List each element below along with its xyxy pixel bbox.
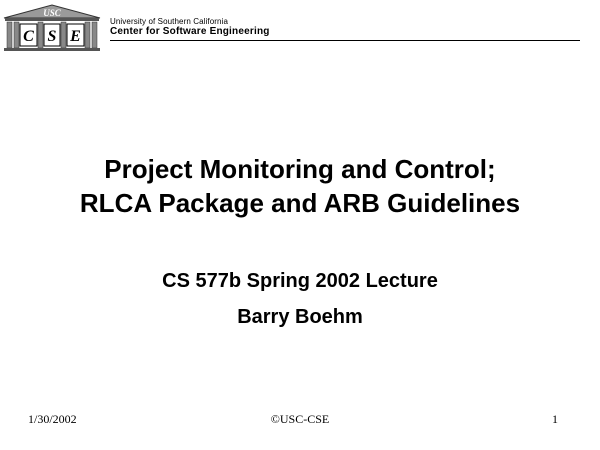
slide-subtitle <box>20 263 580 335</box>
footer-copyright: ©USC-CSE <box>270 412 330 426</box>
author-line: Barry Boehm <box>237 306 363 328</box>
logo-letter-c: C <box>23 28 34 45</box>
university-name: University of Southern California <box>110 17 229 26</box>
center-name: Center for Software Engineering <box>110 26 270 37</box>
institution-header <box>110 17 580 38</box>
slide-title <box>20 152 580 220</box>
usc-cse-logo <box>2 4 102 52</box>
logo-usc-text: USC <box>43 8 61 18</box>
slide-title-line-2: RLCA Package and ARB Guidelines <box>79 188 521 218</box>
logo-letter-s: S <box>47 28 57 45</box>
header-divider <box>110 40 580 41</box>
slide-title-line-1: Project Monitoring and Control; <box>104 154 496 184</box>
footer-date: 1/30/2002 <box>28 412 77 426</box>
logo-letter-e: E <box>70 28 81 45</box>
footer-page-number: 1 <box>552 412 558 426</box>
course-line: CS 577b Spring 2002 Lecture <box>162 270 438 292</box>
